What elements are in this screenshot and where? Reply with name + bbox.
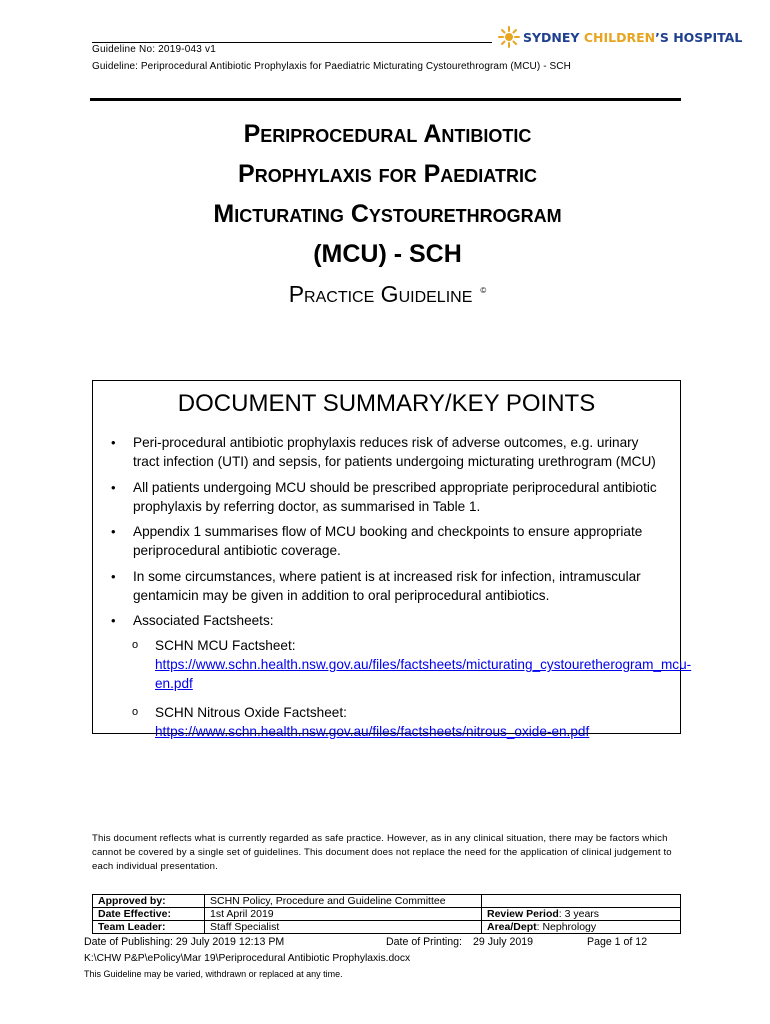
guideline-number: Guideline No: 2019-043 v1 <box>92 44 216 55</box>
empty-cell <box>482 895 681 908</box>
summary-box <box>92 380 692 739</box>
document-title <box>92 114 683 274</box>
copyright-mark: © <box>480 286 487 296</box>
area-value: : Nephrology <box>536 921 597 933</box>
factsheets-label: Associated Factsheets: <box>133 613 274 628</box>
key-point: • Peri-procedural antibiotic prophylaxis reduces risk of adverse outcomes, e.g. urinary tract infection (UTI) and sepsis, for patients undergoing micturating urethrogram (MCU) <box>93 433 680 471</box>
key-point: • Appendix 1 summarises flow of MCU booking and checkpoints to ensure appropriate periprocedural antibiotic coverage. <box>93 522 680 560</box>
review-cell <box>482 908 681 921</box>
effective-value: 1st April 2019 <box>205 908 482 921</box>
date-of-publishing: Date of Publishing: 29 July 2019 12:13 PM <box>84 936 285 948</box>
guideline-title: Guideline: Periprocedural Antibiotic Prophylaxis for Paediatric Micturating Cystourethrogram (MCU) - SCH <box>92 61 571 72</box>
review-value: : 3 years <box>558 908 600 920</box>
date-of-printing-label: Date of Printing: <box>386 936 462 948</box>
file-path: K:\CHW P&P\ePolicy\Mar 19\Periprocedural Antibiotic Prophylaxis.docx <box>84 953 411 964</box>
factsheet-list <box>133 636 692 741</box>
page-number: Page 1 of 12 <box>587 936 648 948</box>
area-label: Area/Dept <box>487 921 537 933</box>
title-line-4: (MCU) - SCH <box>313 240 462 268</box>
factsheet-label: o SCHN MCU Factsheet: <box>155 638 296 653</box>
mcu-factsheet-link[interactable]: https://www.schn.health.nsw.gov.au/files/factsheets/micturating_cystouretherogram_mcu-en.pdf <box>155 657 692 691</box>
header-rule <box>90 98 681 101</box>
factsheet-item <box>133 703 666 741</box>
hospital-logo <box>498 26 743 48</box>
title-line-2: Prophylaxis for Paediatric <box>238 160 537 188</box>
logo-text-children: CHILDREN <box>583 29 656 45</box>
key-point-factsheets <box>93 611 692 741</box>
header-line <box>92 42 492 43</box>
factsheet-label: o SCHN Nitrous Oxide Factsheet: <box>155 705 347 720</box>
team-label: Team Leader: <box>93 921 205 934</box>
table-row <box>93 921 681 934</box>
key-point: • In some circumstances, where patient is at increased risk for infection, intramuscular gentamicin may be given in addition to oral periprocedural antibiotics. <box>93 567 680 605</box>
title-line-3: Micturating Cystourethrogram <box>213 200 562 228</box>
approved-label: Approved by: <box>93 895 205 908</box>
factsheet-item <box>133 636 692 693</box>
sun-icon <box>498 26 520 48</box>
date-of-printing-value: 29 July 2019 <box>473 936 534 948</box>
nitrous-oxide-factsheet-link[interactable]: https://www.schn.health.nsw.gov.au/files/factsheets/nitrous_oxide-en.pdf <box>155 724 590 739</box>
key-points-list <box>93 433 692 751</box>
area-cell <box>482 921 681 934</box>
document-info-table <box>92 894 681 934</box>
logo-text-sydney: SYDNEY <box>523 29 584 45</box>
table-row <box>93 908 681 921</box>
summary-heading: DOCUMENT SUMMARY/KEY POINTS <box>177 390 596 417</box>
table-row <box>93 895 681 908</box>
review-label: Review Period <box>487 908 559 920</box>
effective-label: Date Effective: <box>93 908 205 921</box>
approved-value: SCHN Policy, Procedure and Guideline Committee <box>205 895 482 908</box>
document-subtitle <box>92 281 683 308</box>
title-line-1: Periprocedural Antibiotic <box>243 120 532 148</box>
disclaimer: This document reflects what is currently regarded as safe practice. However, as in any clinical situation, there may be factors which cannot be covered by a single set of guidelines. This document does not replace the need for the application of clinical judgement to each individual presentation. <box>92 833 672 872</box>
key-point: • All patients undergoing MCU should be prescribed appropriate periprocedural antibiotic prophylaxis by referring doctor, as summarised in Table 1. <box>93 478 680 516</box>
subtitle-text: Practice Guideline <box>288 281 473 307</box>
variation-note: This Guideline may be varied, withdrawn or replaced at any time. <box>84 969 343 979</box>
logo-text-hospital: ’S HOSPITAL <box>655 29 743 45</box>
logo-text <box>523 30 742 45</box>
team-value: Staff Specialist <box>205 921 482 934</box>
